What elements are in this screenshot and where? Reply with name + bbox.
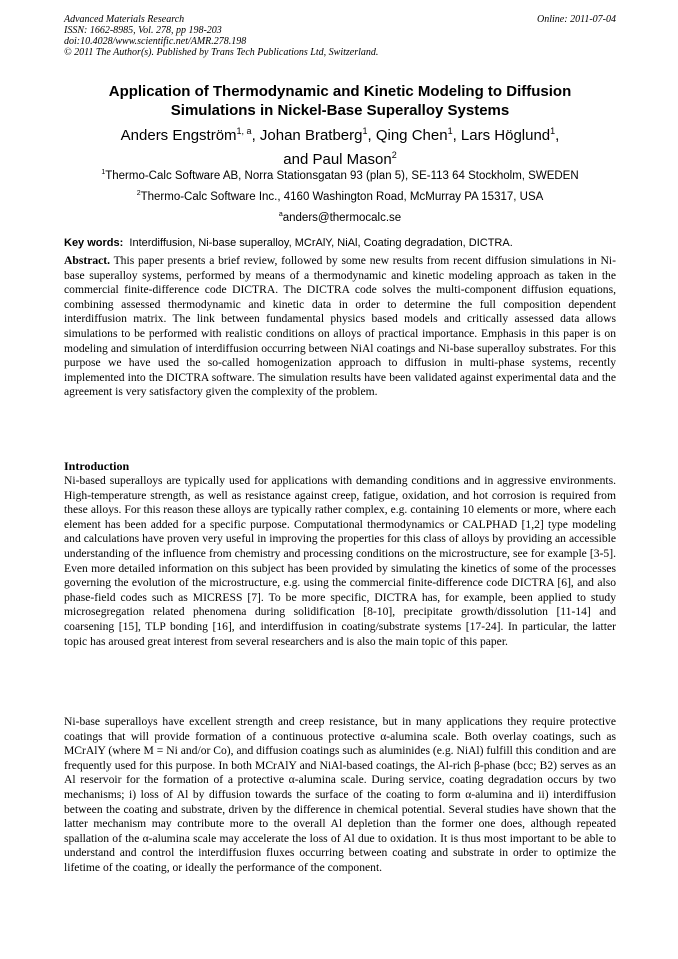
- author-line-1: Anders Engström$^{1, a}$, Johan Bratberg$^1$, Qing Chen$^1$, Lars Höglund$^1$,: [120, 126, 560, 144]
- author-affiliation-mark: 1: [362, 126, 368, 136]
- email-text: anders@thermocalc.se: [282, 212, 402, 224]
- section-heading-introduction: Introduction: [64, 459, 130, 473]
- author-name: Lars Höglund: [460, 127, 551, 144]
- author-email: [64, 211, 616, 225]
- introduction-paragraph-1: Ni-based superalloys are typically used for applications with demanding conditions and in aggressive environments. High-temperature strength, as well as resistance against creep, fatigue, oxidation, and hot corrosion is required from these alloys. For this reason these alloys are typically rather complex, e.g. containing 10 elements or more, where each element has been added for a specific purpose. Computational thermodynamics or CALPHAD [1,2] type modeling and calculations have proven very useful in improving the properties for this class of alloys by providing an accessible understanding of the influence from chemistry and processing conditions on the microstructure, see for example [3-5]. Even more detailed information on this subject has been provided by simulating the kinetics of some of the processes governing the evolution of the microstructure, e.g. using the commercial finite-difference code DICTRA [6], and also phase-field codes such as MICRESS [7]. To be more specific, DICTRA has, for example, been applied to study microsegregation related phenomena during solidification [8-10], precipitate growth/dissolution [11-14] and coarsening [15], TLP bonding [16], and interdiffusion in coating/substrate systems [17-24]. In particular, the latter topic has aroused great interest from several researchers and is also the main topic of this paper.: [64, 474, 616, 648]
- journal-name: Advanced Materials Research: [64, 14, 185, 25]
- affiliation-mark: 1: [101, 169, 106, 176]
- author-affiliation-mark: 1: [550, 126, 556, 136]
- keywords: [64, 236, 616, 250]
- author-affiliation-mark: 2: [391, 150, 397, 160]
- keywords-text: Interdiffusion, Ni-base superalloy, MCrAlY, NiAl, Coating degradation, DICTRA.: [129, 237, 513, 249]
- affiliation-text: Thermo-Calc Software AB, Norra Stationsgatan 93 (plan 5), SE-113 64 Stockholm, SWEDEN: [105, 170, 579, 182]
- author-affiliation-mark: 1, a: [236, 126, 252, 136]
- paper-title-line-2: Simulations in Nickel-Base Superalloy Systems: [170, 102, 510, 119]
- author-name: Anders Engström: [120, 127, 237, 144]
- abstract-text: This paper presents a brief review, followed by some new results from recent diffusion simulations in Ni-base superalloy systems, performed by means of a thermodynamic and kinetic modeling approach as taken in the commercial finite-difference code DICTRA. The DICTRA code solves the multi-component diffusion equations, combining assessed thermodynamic and kinetic data in order to determine the full composition dependent interdiffusion matrix. The link between fundamental physics based models and critically assessed data allows simulations to be performed with realistic conditions on alloys of practical importance. Emphasis in this paper is on modeling and simulation of interdiffusion occurring between NiAl coatings and Ni-base superalloy substrates. For this purpose we have used the so-called homogenization approach to diffusion in multi-phase systems, recently implemented into the DICTRA software. The simulation results have been validated against experimental data and the agreement is very satisfactory given the complexity of the problem.: [64, 254, 616, 399]
- introduction-paragraph-2: Ni-base superalloys have excellent strength and creep resistance, but in many applications they require protective coatings that will provide formation of a continuous protective α-alumina scale. Both overlay coatings, such as MCrAlY (where M = Ni and/or Co), and diffusion coatings such as aluminides (e.g. NiAl) fulfill this condition and are frequently used for this purpose. In both MCrAlY and NiAl-based coatings, the Al-rich β-phase (bcc; B2) serves as an Al reservoir for the formation of a protective α-alumina scale. During service, coating degradation occurs by two mechanisms; i) loss of Al by diffusion towards the surface of the coating to form α-alumina and ii) interdiffusion between the coating and substrate, driven by the difference in chemical potential. Several studies have shown that the latter mechanism may contribute more to the overall Al depletion than the former one does, although repeated spallation of the α-alumina scale may accelerate the loss of Al due to oxidation. It is thus most important to be able to understand and control the interdiffusion fluxes occurring between coating and substrate in order to optimize the lifetime of the coating, or ideally the performance of the component.: [64, 715, 616, 874]
- author-name: Qing Chen: [375, 127, 448, 144]
- affiliation-1: [64, 169, 616, 183]
- journal-issn: ISSN: 1662-8985, Vol. 278, pp 198-203: [64, 25, 222, 36]
- online-date: Online: 2011-07-04: [537, 14, 616, 25]
- author-name: Johan Bratberg: [259, 127, 363, 144]
- copyright-notice: © 2011 The Author(s). Published by Trans Tech Publications Ltd, Switzerland.: [64, 47, 379, 58]
- journal-doi: doi:10.4028/www.scientific.net/AMR.278.198: [64, 36, 247, 47]
- author-list: [64, 124, 616, 172]
- paper-title-line-1: Application of Thermodynamic and Kinetic Modeling to Diffusion: [108, 83, 572, 100]
- abstract: [64, 254, 616, 400]
- journal-header: [64, 14, 616, 58]
- author-name: and Paul Mason: [283, 151, 392, 168]
- author-affiliation-mark: 1: [447, 126, 453, 136]
- affiliation-mark: 2: [136, 190, 141, 197]
- abstract-label: Abstract.: [64, 254, 111, 267]
- affiliation-text: Thermo-Calc Software Inc., 4160 Washington Road, McMurray PA 15317, USA: [140, 191, 544, 203]
- keywords-label: Key words:: [64, 237, 124, 249]
- email-mark: a: [278, 211, 283, 218]
- affiliation-2: [64, 190, 616, 204]
- paper-title: [64, 82, 616, 120]
